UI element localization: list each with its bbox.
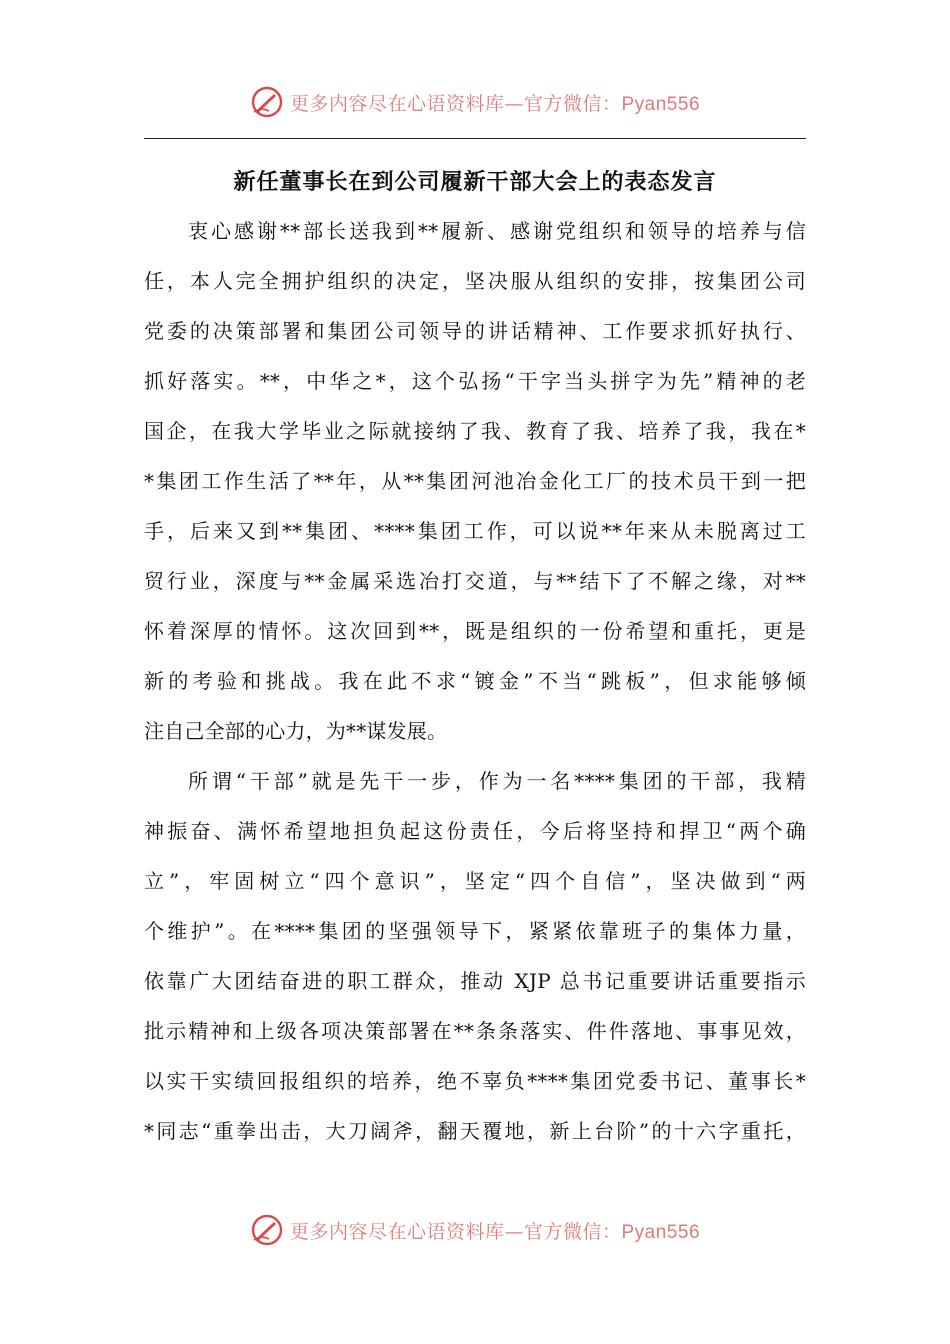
text-line: *同志“重拳出击，大刀阔斧，翻天覆地，新上台阶”的十六字重托，	[144, 1119, 806, 1143]
text-line: 国企，在我大学毕业之际就接纳了我、教育了我、培养了我，我在*	[144, 419, 806, 443]
text-line: 衷心感谢**部长送我到**履新、感谢党组织和领导的培养与信	[188, 219, 806, 243]
pen-logo-icon	[250, 1213, 284, 1247]
text-line: 神振奋、满怀希望地担负起这份责任，今后将坚持和捍卫“两个确	[144, 819, 806, 843]
banner-wechat-id: Pyan556	[621, 1221, 701, 1243]
document-title: 新任董事长在到公司履新干部大会上的表态发言	[233, 170, 717, 195]
text-line: 手，后来又到**集团、****集团工作，可以说**年来从未脱离过工	[144, 519, 806, 543]
text-line: 注自己全部的心力，为**谋发展。	[144, 719, 448, 743]
header-divider	[144, 138, 806, 139]
text-line: 党委的决策部署和集团公司领导的讲话精神、工作要求抓好执行、	[144, 319, 806, 343]
document-body	[144, 206, 806, 1156]
text-line: 个维护”。在****集团的坚强领导下，紧紧依靠班子的集体力量，	[144, 919, 806, 943]
text-line: 贸行业，深度与**金属采选冶打交道，与**结下了不解之缘，对**	[144, 569, 806, 593]
text-line: 抓好落实。**，中华之*，这个弘扬“干字当头拼字为先”精神的老	[144, 369, 806, 393]
banner-wechat-id: Pyan556	[621, 93, 701, 115]
text-line: 任，本人完全拥护组织的决定，坚决服从组织的安排，按集团公司	[144, 269, 806, 293]
banner-text	[290, 1217, 700, 1244]
banner-slogan: 更多内容尽在心语资料库—官方微信：	[289, 1220, 622, 1243]
text-line: *集团工作生活了**年，从**集团河池冶金化工厂的技术员干到一把	[144, 469, 806, 493]
pen-logo-icon	[250, 85, 284, 119]
text-line: 以实干实绩回报组织的培养，绝不辜负****集团党委书记、董事长*	[144, 1069, 806, 1093]
text-line: 依靠广大团结奋进的职工群众，推动 XJP 总书记重要讲话重要指示	[144, 969, 806, 993]
text-line: 立”，牢固树立“四个意识”，坚定“四个自信”，坚决做到“两	[144, 869, 806, 893]
text-line: 所谓“干部”就是先干一步，作为一名****集团的干部，我精	[188, 769, 806, 793]
banner-slogan: 更多内容尽在心语资料库—官方微信：	[289, 92, 622, 115]
header-banner	[0, 82, 950, 122]
text-line: 新的考验和挑战。我在此不求“镀金”不当“跳板”，但求能够倾	[144, 669, 806, 693]
text-line: 批示精神和上级各项决策部署在**条条落实、件件落地、事事见效，	[144, 1019, 806, 1043]
text-line: 怀着深厚的情怀。这次回到**，既是组织的一份希望和重托，更是	[144, 619, 806, 643]
banner-text	[290, 89, 700, 116]
footer-banner	[0, 1210, 950, 1250]
